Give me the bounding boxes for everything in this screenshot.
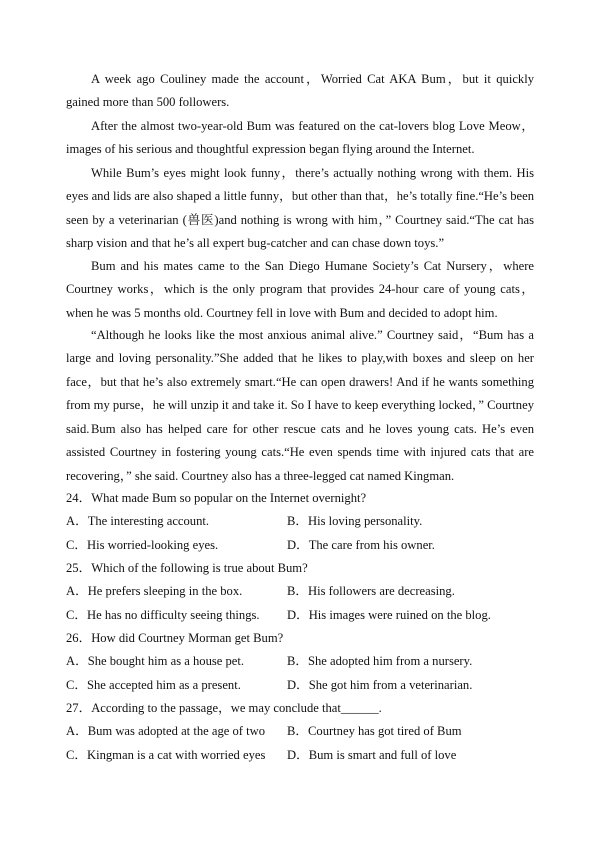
question-26-option-c: C．She accepted him as a present. [66,678,241,692]
question-27-stem: 27．According to the passage，we may conclude that______. [66,701,382,715]
question-27-option-b: B．Courtney has got tired of Bum [287,724,462,738]
question-24-option-b: B．His loving personality. [287,514,423,528]
passage-paragraph-6: Bum also has helped care for other rescue cats and he loves young cats. He’s even assisted Courtney in fostering young cats.“He even spends time with injured cats that are recovering，” she said. Courtney also has a three-legged cat named Kingman. [66,422,534,483]
passage-paragraph-3: While Bum’s eyes might look funny，there’s actually nothing wrong with them. His eyes and lids are also shaped a little funny，but other than that，he’s totally fine.“He’s been seen by a veterinarian (兽医)and nothing is wrong with him，” Courtney said.“The cat has sharp vision and that he’s all expert bug-catcher and can chase down toys.” [66,166,534,251]
passage-paragraph-1: A week ago Couliney made the account，Worried Cat AKA Bum，but it quickly gained more than 500 followers. [66,72,534,110]
question-27-option-d: D．Bum is smart and full of love [287,748,457,762]
passage-paragraph-2: After the almost two-year-old Bum was featured on the cat-lovers blog Love Meow，images of his serious and thoughtful expression began flying around the Internet. [66,119,534,157]
question-24-stem: 24．What made Bum so popular on the Internet overnight? [66,491,367,505]
question-25-stem: 25．Which of the following is true about Bum? [66,561,308,575]
question-27-option-a: A．Bum was adopted at the age of two [66,724,266,738]
question-25-option-c: C．He has no difficulty seeing things. [66,608,260,622]
question-26-stem: 26．How did Courtney Morman get Bum? [66,631,284,645]
question-25-option-b: B．His followers are decreasing. [287,584,455,598]
question-25-option-a: A．He prefers sleeping in the box. [66,584,243,598]
passage-paragraph-4: Bum and his mates came to the San Diego Humane Society’s Cat Nursery，where Courtney works，which is the only program that provides 24-hour care of young cats，when he was 5 months old. Courtney fell in love with Bum and decided to adopt him. [66,259,534,320]
question-26-option-a: A．She bought him as a house pet. [66,654,245,668]
question-27-option-c: C．Kingman is a cat with worried eyes [66,748,266,762]
question-24-option-c: C．His worried-looking eyes. [66,538,219,552]
passage-paragraph-5: “Although he looks like the most anxious animal alive.” Courtney said，“Bum has a large and loving personality.”She added that he likes to play,with boxes and sleep on her face，but that he’s also extremely smart.“He can open drawers! And if he wants something from my purse，he will unzip it and take it. So I have to keep everything locked，” Courtney said. [66,328,534,436]
question-24-option-a: A．The interesting account. [66,514,210,528]
question-25-option-d: D．His images were ruined on the blog. [287,608,491,622]
question-24-option-d: D．The care from his owner. [287,538,435,552]
question-26-option-d: D．She got him from a veterinarian. [287,678,473,692]
question-26-option-b: B．She adopted him from a nursery. [287,654,473,668]
